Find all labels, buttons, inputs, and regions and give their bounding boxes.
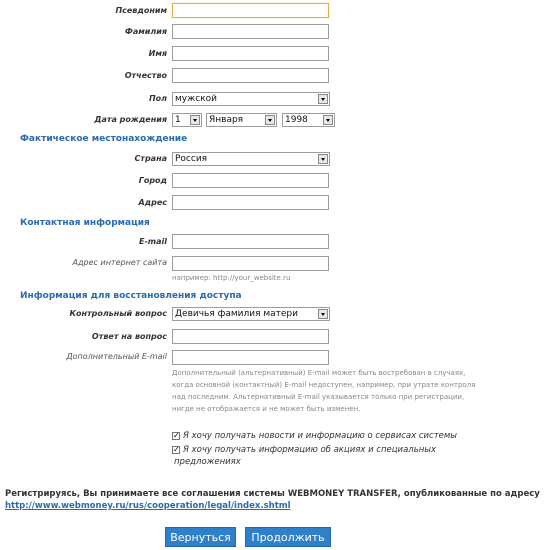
contact-section-title: Контактная информация: [20, 218, 150, 228]
alt-email-input[interactable]: [172, 350, 329, 365]
alt-email-label: Дополнительный E-mail: [66, 352, 167, 361]
firstname-label: Имя: [148, 49, 167, 58]
city-input[interactable]: [172, 173, 329, 188]
chevron-down-icon: [318, 309, 328, 319]
question-select-value: Девичья фамилия матери: [175, 309, 298, 319]
news-checkbox[interactable]: [172, 432, 180, 440]
alt-email-hint-line: Дополнительный (альтернативный) E-mail может быть востребован в случаях,: [172, 369, 466, 377]
birthdate-label: Дата рождения: [94, 115, 167, 124]
back-button[interactable]: Вернуться: [165, 527, 236, 547]
nickname-label: Псевдоним: [115, 6, 167, 15]
address-input[interactable]: [172, 195, 329, 210]
location-section-title: Фактическое местонахождение: [20, 134, 188, 144]
agreement-text: Регистрируясь, Вы принимаете все соглашения системы WEBMONEY TRANSFER, опубликованные по адресу: [5, 489, 540, 499]
website-hint: например: http://your_website.ru: [172, 274, 291, 282]
firstname-input[interactable]: [172, 46, 329, 61]
recovery-section-title: Информация для восстановления доступа: [20, 291, 242, 301]
chevron-down-icon: [323, 115, 333, 125]
question-select[interactable]: [172, 307, 330, 321]
answer-label: Ответ на вопрос: [91, 332, 167, 341]
address-label: Адрес: [138, 198, 167, 207]
checkmark-icon: ✓: [173, 445, 180, 454]
gender-label: Пол: [148, 94, 167, 103]
patronymic-label: Отчество: [124, 71, 167, 80]
agreement-link[interactable]: http://www.webmoney.ru/rus/cooperation/legal/index.shtml: [5, 501, 291, 511]
website-input[interactable]: [172, 256, 329, 271]
news-checkbox-label: Я хочу получать новости и информацию о сервисах системы: [183, 431, 458, 441]
email-input[interactable]: [172, 234, 329, 249]
country-select[interactable]: [172, 152, 330, 166]
gender-select-value: мужской: [175, 94, 217, 104]
checkmark-icon: ✓: [173, 431, 180, 440]
email-label: E-mail: [138, 237, 167, 246]
city-label: Город: [138, 176, 167, 185]
country-select-value: Россия: [175, 154, 208, 164]
promo-checkbox[interactable]: [172, 446, 180, 454]
patronymic-input[interactable]: [172, 68, 329, 83]
birth-day-value: 1: [175, 115, 181, 125]
lastname-input[interactable]: [172, 24, 329, 39]
alt-email-hint-line: когда основной (контактный) E-mail недоступен, например, при утрате контроля: [172, 381, 476, 389]
birth-month-value: Января: [209, 115, 244, 125]
alt-email-hint-line: над последним. Альтернативный E-mail указывается только при регистрации,: [172, 393, 465, 401]
question-label: Контрольный вопрос: [69, 309, 167, 318]
website-label: Адрес интернет сайта: [72, 258, 167, 267]
alt-email-hint-line: нигде не отображается и не может быть изменен.: [172, 405, 361, 413]
birth-day-select[interactable]: [172, 113, 202, 127]
birth-month-select[interactable]: [206, 113, 277, 127]
answer-input[interactable]: [172, 329, 329, 344]
nickname-input[interactable]: [172, 3, 329, 18]
chevron-down-icon: [318, 94, 328, 104]
country-label: Страна: [134, 154, 167, 163]
chevron-down-icon: [265, 115, 275, 125]
birth-year-select[interactable]: [282, 113, 335, 127]
birth-year-value: 1998: [285, 115, 308, 125]
promo-checkbox-label-cont: предложениях: [174, 457, 241, 467]
gender-select[interactable]: [172, 92, 330, 106]
promo-checkbox-label: Я хочу получать информацию об акциях и специальных: [183, 445, 437, 455]
continue-button[interactable]: Продолжить: [245, 527, 331, 547]
chevron-down-icon: [318, 154, 328, 164]
lastname-label: Фамилия: [124, 27, 167, 36]
chevron-down-icon: [190, 115, 200, 125]
